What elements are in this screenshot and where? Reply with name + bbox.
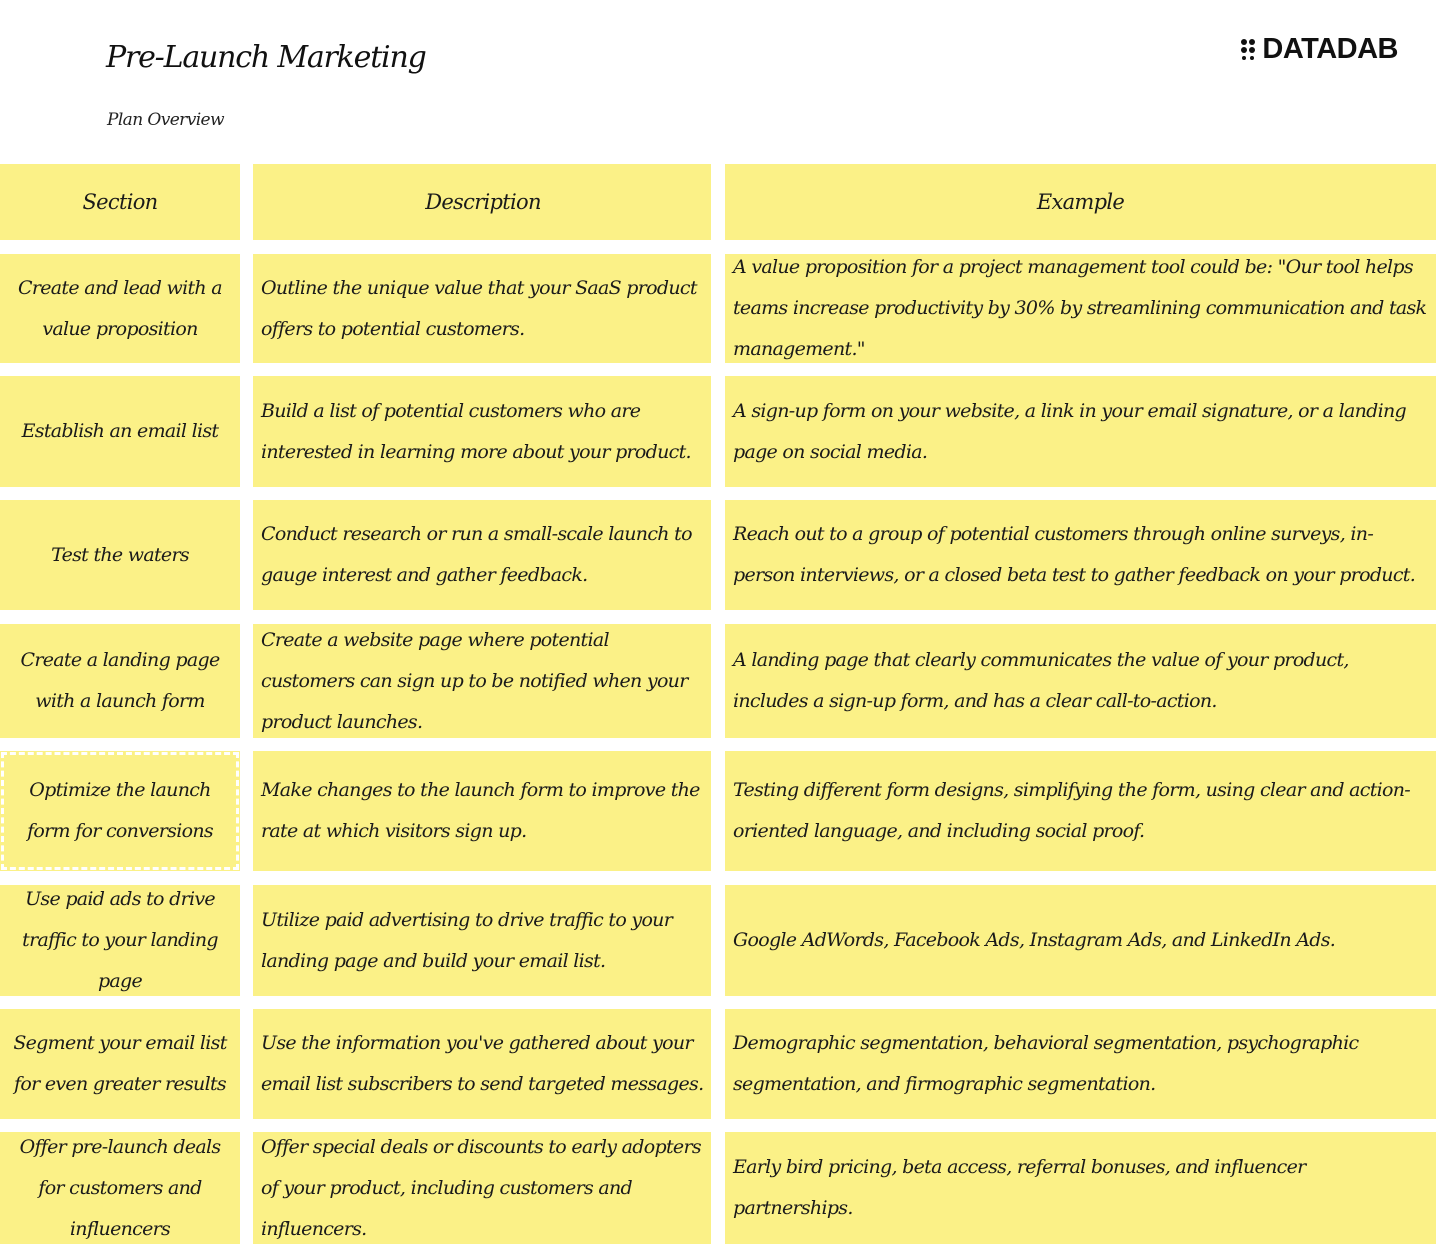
table-row bbox=[0, 500, 1440, 610]
description-cell: Make changes to the launch form to improve the rate at which visitors sign up. bbox=[253, 751, 711, 871]
section-cell-selected[interactable]: Optimize the launch form for conversions bbox=[0, 751, 240, 871]
page-subtitle: Plan Overview bbox=[107, 110, 224, 130]
table-row bbox=[0, 1132, 1440, 1244]
section-cell: Segment your email list for even greater results bbox=[0, 1009, 240, 1119]
section-cell: Test the waters bbox=[0, 500, 240, 610]
table-row bbox=[0, 885, 1440, 996]
section-cell: Use paid ads to drive traffic to your landing page bbox=[0, 885, 240, 996]
table-row bbox=[0, 1009, 1440, 1119]
table-row bbox=[0, 624, 1440, 738]
section-cell: Create and lead with a value proposition bbox=[0, 254, 240, 363]
column-header-example: Example bbox=[725, 164, 1436, 240]
logo-dots-icon bbox=[1240, 38, 1256, 62]
description-cell: Offer special deals or discounts to early adopters of your product, including customers and influencers. bbox=[253, 1132, 711, 1244]
datadab-logo[interactable] bbox=[1240, 33, 1398, 66]
section-cell: Offer pre-launch deals for customers and influencers bbox=[0, 1132, 240, 1244]
description-cell: Outline the unique value that your SaaS product offers to potential customers. bbox=[253, 254, 711, 363]
description-cell: Create a website page where potential customers can sign up to be notified when your product launches. bbox=[253, 624, 711, 738]
table-row bbox=[0, 376, 1440, 487]
example-cell: A value proposition for a project management tool could be: "Our tool helps teams increase productivity by 30% by streamlining communication and task management." bbox=[725, 254, 1436, 363]
example-cell: Reach out to a group of potential customers through online surveys, in-person interviews, or a closed beta test to gather feedback on your product. bbox=[725, 500, 1436, 610]
example-cell: A sign-up form on your website, a link in your email signature, or a landing page on social media. bbox=[725, 376, 1436, 487]
example-cell: A landing page that clearly communicates the value of your product, includes a sign-up form, and has a clear call-to-action. bbox=[725, 624, 1436, 738]
description-cell: Conduct research or run a small-scale launch to gauge interest and gather feedback. bbox=[253, 500, 711, 610]
table-row bbox=[0, 254, 1440, 363]
example-cell: Demographic segmentation, behavioral segmentation, psychographic segmentation, and firmographic segmentation. bbox=[725, 1009, 1436, 1119]
section-cell: Create a landing page with a launch form bbox=[0, 624, 240, 738]
column-header-section: Section bbox=[0, 164, 240, 240]
column-header-description: Description bbox=[253, 164, 711, 240]
table-row bbox=[0, 751, 1440, 871]
example-cell: Google AdWords, Facebook Ads, Instagram Ads, and LinkedIn Ads. bbox=[725, 885, 1436, 996]
page-header bbox=[0, 0, 1440, 160]
example-cell: Early bird pricing, beta access, referral bonuses, and influencer partnerships. bbox=[725, 1132, 1436, 1244]
table-header-row bbox=[0, 164, 1440, 240]
description-cell: Build a list of potential customers who are interested in learning more about your product. bbox=[253, 376, 711, 487]
description-cell: Use the information you've gathered about your email list subscribers to send targeted messages. bbox=[253, 1009, 711, 1119]
logo-text: DATADAB bbox=[1262, 33, 1398, 65]
page-title: Pre-Launch Marketing bbox=[106, 40, 426, 75]
section-cell: Establish an email list bbox=[0, 376, 240, 487]
example-cell: Testing different form designs, simplifying the form, using clear and action-oriented language, and including social proof. bbox=[725, 751, 1436, 871]
description-cell: Utilize paid advertising to drive traffic to your landing page and build your email list. bbox=[253, 885, 711, 996]
